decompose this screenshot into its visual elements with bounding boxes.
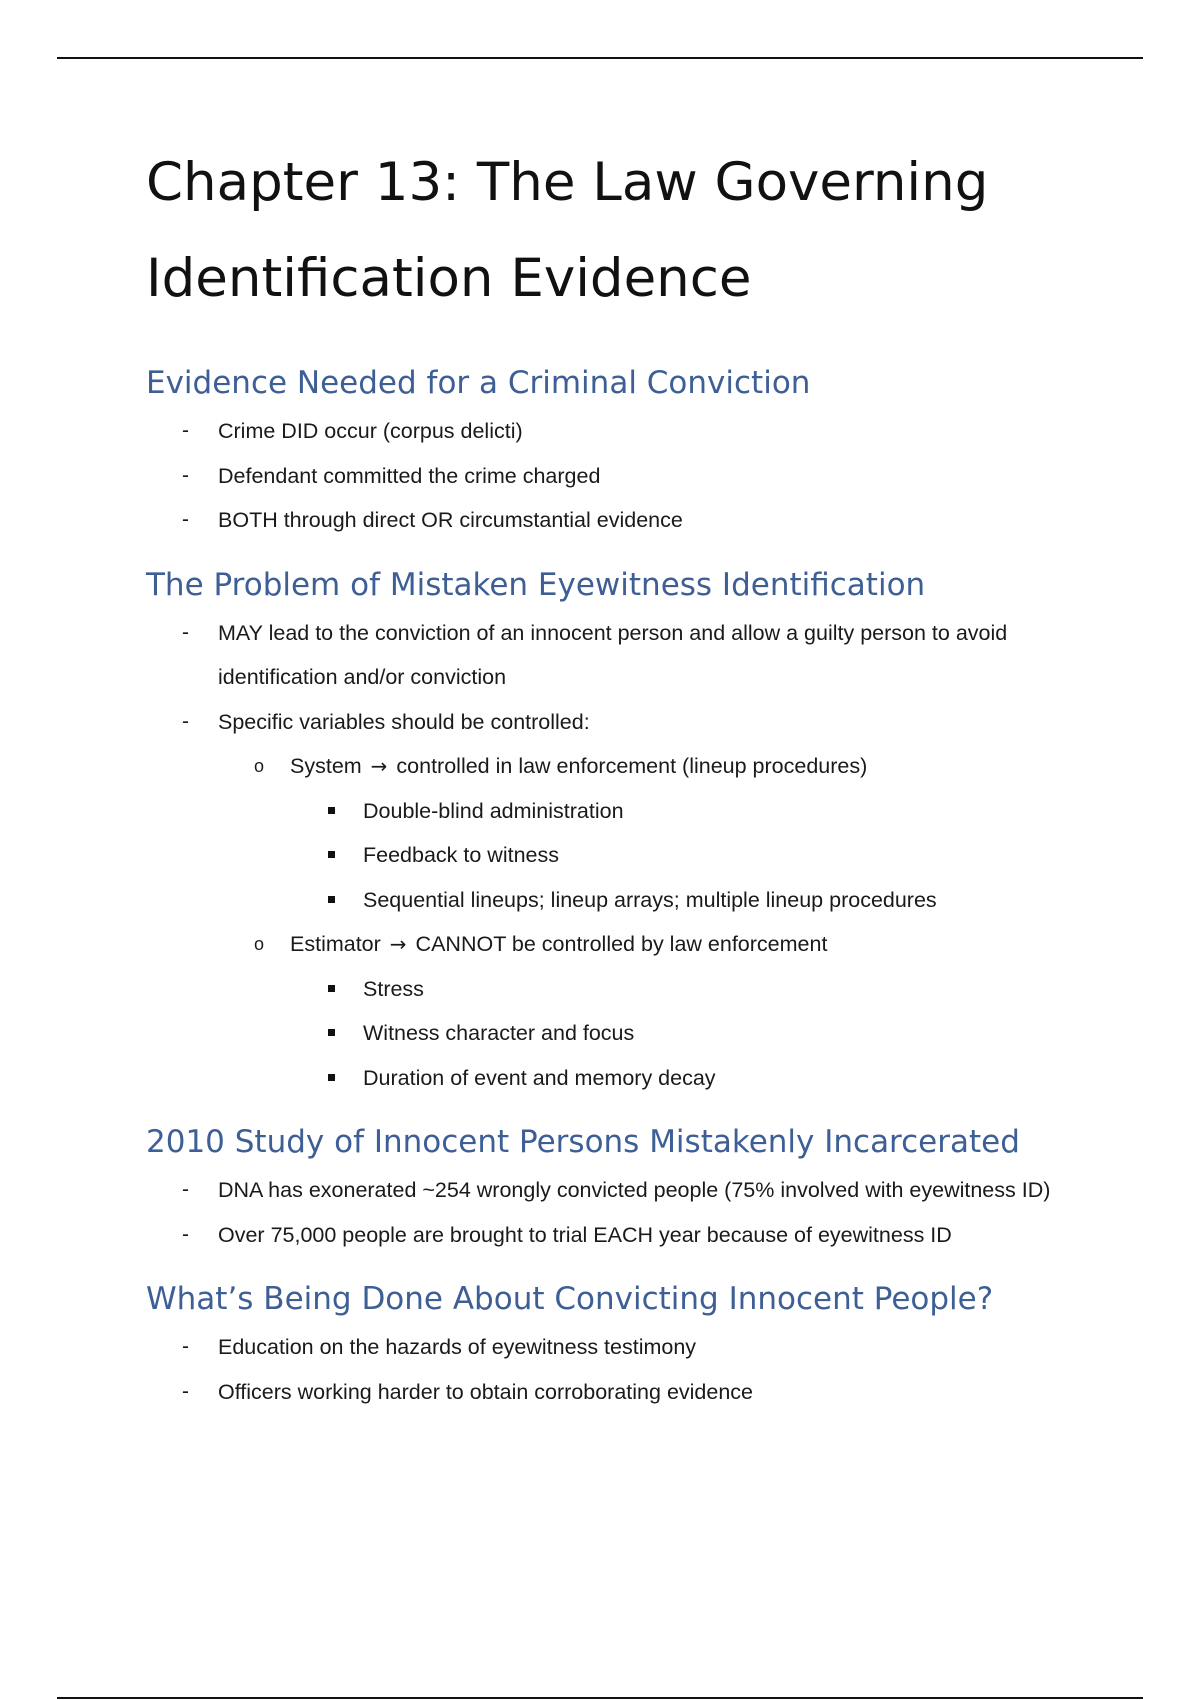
dash-marker: - xyxy=(182,1379,189,1403)
list-item: - MAY lead to the conviction of an innocent person and allow a guilty person to avoid identification and/or conviction xyxy=(146,611,1106,700)
square-bullet-icon xyxy=(328,833,335,878)
circle-marker: o xyxy=(254,756,265,776)
list-item: - BOTH through direct OR circumstantial evidence xyxy=(146,498,1106,543)
sub-sub-list-item: Sequential lineups; lineup arrays; multiple lineup procedures xyxy=(146,878,1106,923)
list-item: - Over 75,000 people are brought to trial EACH year because of eyewitness ID xyxy=(146,1213,1106,1258)
list-item: - Education on the hazards of eyewitness testimony xyxy=(146,1325,1106,1370)
title-line-2: Identification Evidence xyxy=(146,248,752,309)
section-heading: Evidence Needed for a Criminal Conviction xyxy=(146,365,811,401)
sub-sub-list-item: Stress xyxy=(146,967,1106,1012)
right-arrow-icon: → xyxy=(370,754,388,778)
right-arrow-icon: → xyxy=(389,932,407,956)
section-evidence-needed xyxy=(146,361,1106,543)
dash-marker: - xyxy=(182,1178,189,1201)
section-heading: What’s Being Done About Convicting Innocent People? xyxy=(146,1281,994,1317)
section-mistaken-identification xyxy=(146,563,1106,1101)
sub-sub-list-item: Witness character and focus xyxy=(146,1011,1106,1056)
document-body xyxy=(146,135,1106,1414)
bullet-list xyxy=(146,409,1106,543)
list-item: - Crime DID occur (corpus delicti) xyxy=(146,409,1106,454)
title-line-1: Chapter 13: The Law Governing xyxy=(146,152,989,213)
bullet-list xyxy=(146,611,1106,1101)
square-bullet-icon xyxy=(328,967,335,1012)
bullet-list xyxy=(146,1325,1106,1414)
document-title xyxy=(146,135,1106,327)
section-heading: The Problem of Mistaken Eyewitness Identification xyxy=(146,566,926,603)
sub-sub-list-item: Feedback to witness xyxy=(146,833,1106,878)
square-bullet-icon xyxy=(328,878,335,923)
section-whats-being-done xyxy=(146,1277,1106,1414)
square-bullet-icon xyxy=(328,1056,335,1101)
sub-sub-list-item: Duration of event and memory decay xyxy=(146,1056,1106,1101)
section-2010-study xyxy=(146,1120,1106,1257)
list-item: - Specific variables should be controlled: xyxy=(146,700,1106,745)
dash-marker: - xyxy=(182,620,189,644)
square-bullet-icon xyxy=(328,1011,335,1056)
sub-list-item-estimator: o Estimator → CANNOT be controlled by law enforcement xyxy=(146,922,1106,967)
dash-marker: - xyxy=(182,419,189,442)
square-bullet-icon xyxy=(328,789,335,834)
bottom-rule xyxy=(57,1697,1143,1699)
sub-sub-list-item: Double-blind administration xyxy=(146,789,1106,834)
circle-marker: o xyxy=(254,934,265,954)
list-item: - Defendant committed the crime charged xyxy=(146,454,1106,499)
dash-marker: - xyxy=(182,709,189,733)
bullet-list xyxy=(146,1168,1106,1257)
list-item: - DNA has exonerated ~254 wrongly convicted people (75% involved with eyewitness ID) xyxy=(146,1168,1106,1213)
section-heading: 2010 Study of Innocent Persons Mistakenly Incarcerated xyxy=(146,1124,1020,1160)
dash-marker: - xyxy=(182,508,189,531)
sub-list-item-system: o System → controlled in law enforcement (lineup procedures) xyxy=(146,744,1106,789)
dash-marker: - xyxy=(182,1222,189,1246)
list-item: - Officers working harder to obtain corroborating evidence xyxy=(146,1370,1106,1415)
top-rule xyxy=(57,57,1143,59)
dash-marker: - xyxy=(182,463,189,487)
dash-marker: - xyxy=(182,1335,189,1358)
